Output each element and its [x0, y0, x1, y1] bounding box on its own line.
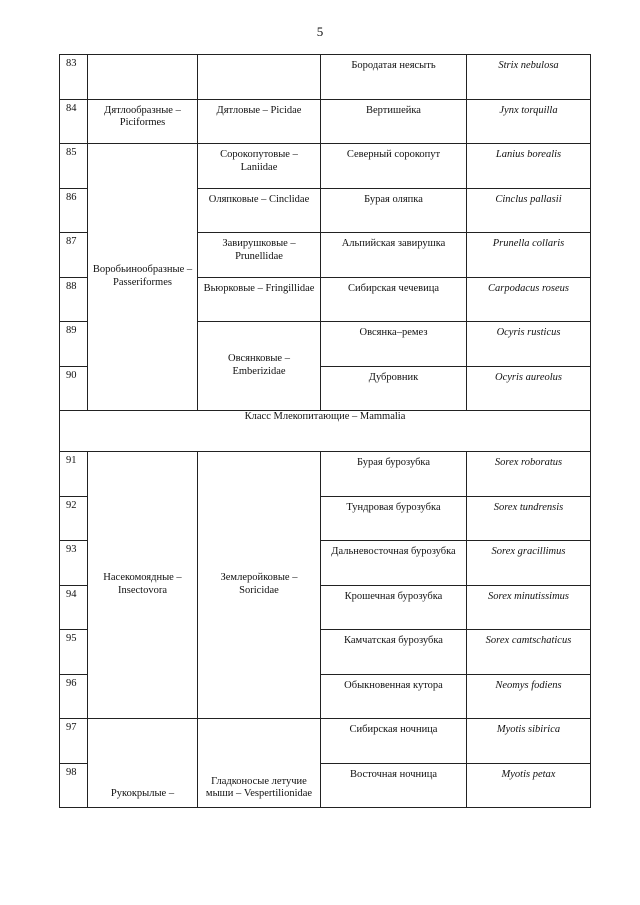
- russian-name: Бурая оляпка: [321, 188, 467, 233]
- row-number: 98: [60, 763, 88, 808]
- order-cell-insectovora: Насекомоядные – Insectovora: [88, 452, 198, 719]
- order-cell-chiroptera: Рукокрылые –: [88, 719, 198, 808]
- latin-name: Lanius borealis: [467, 144, 591, 189]
- row-number: 89: [60, 322, 88, 367]
- latin-name: Sorex gracillimus: [467, 541, 591, 586]
- row-number: 97: [60, 719, 88, 764]
- order-cell: Дятлообразные – Piciformes: [88, 99, 198, 144]
- family-cell: Сорокопутовые – Laniidae: [198, 144, 321, 189]
- family-cell-vespertilionidae: Гладконосые летучие мыши – Vespertilionidae: [198, 719, 321, 808]
- row-number: 87: [60, 233, 88, 278]
- russian-name: Крошечная бурозубка: [321, 585, 467, 630]
- russian-name: Бородатая неясыть: [321, 55, 467, 100]
- russian-name: Дальневосточная бурозубка: [321, 541, 467, 586]
- latin-name: Jynx torquilla: [467, 99, 591, 144]
- russian-name: Альпийская завирушка: [321, 233, 467, 278]
- row-number: 93: [60, 541, 88, 586]
- order-cell-passeriformes: Воробьинообразные – Passeriformes: [88, 144, 198, 411]
- row-number: 83: [60, 55, 88, 100]
- family-cell: Оляпковые – Cinclidae: [198, 188, 321, 233]
- table-row: [60, 55, 591, 100]
- table-row: [60, 719, 591, 764]
- row-number: 90: [60, 366, 88, 411]
- latin-name: Strix nebulosa: [467, 55, 591, 100]
- class-header-row: [60, 411, 591, 452]
- family-cell: Дятловые – Picidae: [198, 99, 321, 144]
- russian-name: Вертишейка: [321, 99, 467, 144]
- row-number: 94: [60, 585, 88, 630]
- latin-name: Myotis sibirica: [467, 719, 591, 764]
- latin-name: Cinclus pallasii: [467, 188, 591, 233]
- latin-name: Sorex minutissimus: [467, 585, 591, 630]
- russian-name: Камчатская бурозубка: [321, 630, 467, 675]
- russian-name: Восточная ночница: [321, 763, 467, 808]
- latin-name: Prunella collaris: [467, 233, 591, 278]
- latin-name: Myotis petax: [467, 763, 591, 808]
- family-cell: Завирушковые – Prunellidae: [198, 233, 321, 278]
- row-number: 92: [60, 496, 88, 541]
- species-table: [59, 54, 591, 808]
- row-number: 88: [60, 277, 88, 322]
- latin-name: Sorex roboratus: [467, 452, 591, 497]
- russian-name: Овсянка–ремез: [321, 322, 467, 367]
- row-number: 96: [60, 674, 88, 719]
- row-number: 91: [60, 452, 88, 497]
- row-number: 86: [60, 188, 88, 233]
- table-row: [60, 144, 591, 189]
- russian-name: Северный сорокопут: [321, 144, 467, 189]
- russian-name: Обыкновенная кутора: [321, 674, 467, 719]
- russian-name: Дубровник: [321, 366, 467, 411]
- class-title: Класс Млекопитающие – Mammalia: [60, 411, 591, 452]
- russian-name: Бурая бурозубка: [321, 452, 467, 497]
- order-cell: [88, 55, 198, 100]
- table-row: [60, 452, 591, 497]
- latin-name: Ocyris rusticus: [467, 322, 591, 367]
- latin-name: Sorex tundrensis: [467, 496, 591, 541]
- page-number: 5: [316, 24, 324, 39]
- row-number: 85: [60, 144, 88, 189]
- row-number: 84: [60, 99, 88, 144]
- latin-name: Ocyris aureolus: [467, 366, 591, 411]
- table-row: [60, 99, 591, 144]
- family-cell-emberizidae: Овсянковые – Emberizidae: [198, 322, 321, 411]
- family-cell: Вьюрковые – Fringillidae: [198, 277, 321, 322]
- latin-name: Sorex camtschaticus: [467, 630, 591, 675]
- family-cell: [198, 55, 321, 100]
- russian-name: Сибирская ночница: [321, 719, 467, 764]
- russian-name: Тундровая бурозубка: [321, 496, 467, 541]
- row-number: 95: [60, 630, 88, 675]
- latin-name: Neomys fodiens: [467, 674, 591, 719]
- russian-name: Сибирская чечевица: [321, 277, 467, 322]
- latin-name: Carpodacus roseus: [467, 277, 591, 322]
- family-cell-soricidae: Землеройковые – Soricidae: [198, 452, 321, 719]
